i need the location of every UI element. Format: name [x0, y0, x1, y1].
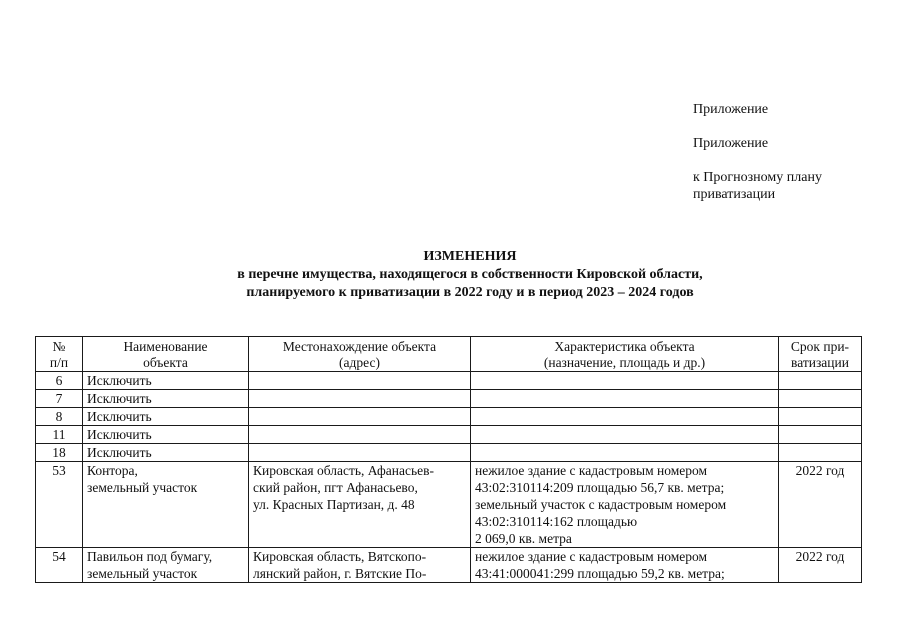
- row-location-line: ул. Красных Партизан, д. 48: [253, 497, 415, 512]
- row-name-line: Павильон под бумагу,: [87, 549, 213, 564]
- table-row: [36, 444, 862, 462]
- header-num-line: п/п: [49, 355, 69, 370]
- appendix-label-repeat: Приложение: [693, 136, 769, 151]
- header-name: [83, 337, 249, 372]
- row-characteristics: [471, 548, 779, 583]
- row-location-line: Кировская область, Вятскопо-: [253, 549, 427, 564]
- header-characteristics: [471, 337, 779, 372]
- row-term: [779, 390, 862, 408]
- appendix-header: [693, 101, 893, 203]
- appendix-reference-line1: к Прогнозному плану: [693, 170, 822, 185]
- header-location-line: (адрес): [339, 355, 380, 370]
- row-num: 53: [36, 462, 83, 548]
- title-main: ИЗМЕНЕНИЯ: [423, 249, 517, 264]
- row-term: [779, 444, 862, 462]
- row-num: 54: [36, 548, 83, 583]
- header-characteristics-line: Характеристика объекта: [554, 339, 695, 354]
- table-row: [36, 408, 862, 426]
- header-location-line: Местонахождение объекта: [282, 339, 437, 354]
- row-name: Исключить: [83, 426, 249, 444]
- table-row: [36, 390, 862, 408]
- row-location: [249, 444, 471, 462]
- header-term-line: ватизации: [791, 355, 849, 370]
- row-characteristics: [471, 426, 779, 444]
- row-name: Исключить: [83, 444, 249, 462]
- appendix-reference-line2: приватизации: [693, 187, 776, 202]
- row-characteristics-line: 43:02:310114:209 площадью 56,7 кв. метра;: [475, 480, 725, 495]
- table-row: [36, 462, 862, 548]
- row-location: [249, 426, 471, 444]
- row-characteristics-line: 43:41:000041:299 площадью 59,2 кв. метра;: [475, 566, 725, 581]
- header-characteristics-line: (назначение, площадь и др.): [543, 355, 706, 370]
- header-location: [249, 337, 471, 372]
- table-row: [36, 548, 862, 583]
- row-characteristics: [471, 390, 779, 408]
- table-row: [36, 372, 862, 390]
- row-characteristics-line: земельный участок с кадастровым номером: [475, 497, 727, 512]
- row-name-line: Контора,: [87, 463, 138, 478]
- row-characteristics-line: 2 069,0 кв. метра: [475, 531, 572, 546]
- row-characteristics: [471, 372, 779, 390]
- row-location: [249, 408, 471, 426]
- title-subline-1: в перечне имущества, находящегося в собственности Кировской области,: [237, 267, 703, 282]
- row-characteristics-line: нежилое здание с кадастровым номером: [475, 463, 708, 478]
- row-location: [249, 462, 471, 548]
- row-num: 11: [36, 426, 83, 444]
- row-term: [779, 372, 862, 390]
- row-location-line: Кировская область, Афанасьев-: [253, 463, 434, 478]
- header-num: [36, 337, 83, 372]
- table-row: [36, 426, 862, 444]
- row-term: [779, 408, 862, 426]
- row-name-line: земельный участок: [87, 480, 198, 495]
- header-num-line: №: [52, 339, 66, 354]
- document-title: [100, 248, 840, 302]
- appendix-label: Приложение: [693, 102, 769, 117]
- row-name: Исключить: [83, 408, 249, 426]
- row-num: 6: [36, 372, 83, 390]
- header-name-line: Наименование: [123, 339, 208, 354]
- row-name: [83, 462, 249, 548]
- privatization-table: [35, 336, 862, 583]
- row-term: 2022 год: [779, 548, 862, 583]
- title-subline-2: планируемого к приватизации в 2022 году и в период 2023 – 2024 годов: [246, 285, 694, 300]
- row-location: [249, 372, 471, 390]
- row-name: Исключить: [83, 372, 249, 390]
- row-location: [249, 548, 471, 583]
- row-name: Исключить: [83, 390, 249, 408]
- row-location-line: лянский район, г. Вятские По-: [253, 566, 427, 581]
- row-name-line: земельный участок: [87, 566, 198, 581]
- header-term: [779, 337, 862, 372]
- row-num: 7: [36, 390, 83, 408]
- header-name-line: объекта: [143, 355, 188, 370]
- row-characteristics-line: нежилое здание с кадастровым номером: [475, 549, 708, 564]
- row-location: [249, 390, 471, 408]
- row-name: [83, 548, 249, 583]
- row-location-line: ский район, пгт Афанасьево,: [253, 480, 418, 495]
- row-num: 8: [36, 408, 83, 426]
- table-header-row: [36, 337, 862, 372]
- row-num: 18: [36, 444, 83, 462]
- row-characteristics: [471, 444, 779, 462]
- header-term-line: Срок при-: [790, 339, 850, 354]
- row-term: 2022 год: [779, 462, 862, 548]
- row-characteristics: [471, 462, 779, 548]
- row-characteristics-line: 43:02:310114:162 площадью: [475, 514, 638, 529]
- row-term: [779, 426, 862, 444]
- row-characteristics: [471, 408, 779, 426]
